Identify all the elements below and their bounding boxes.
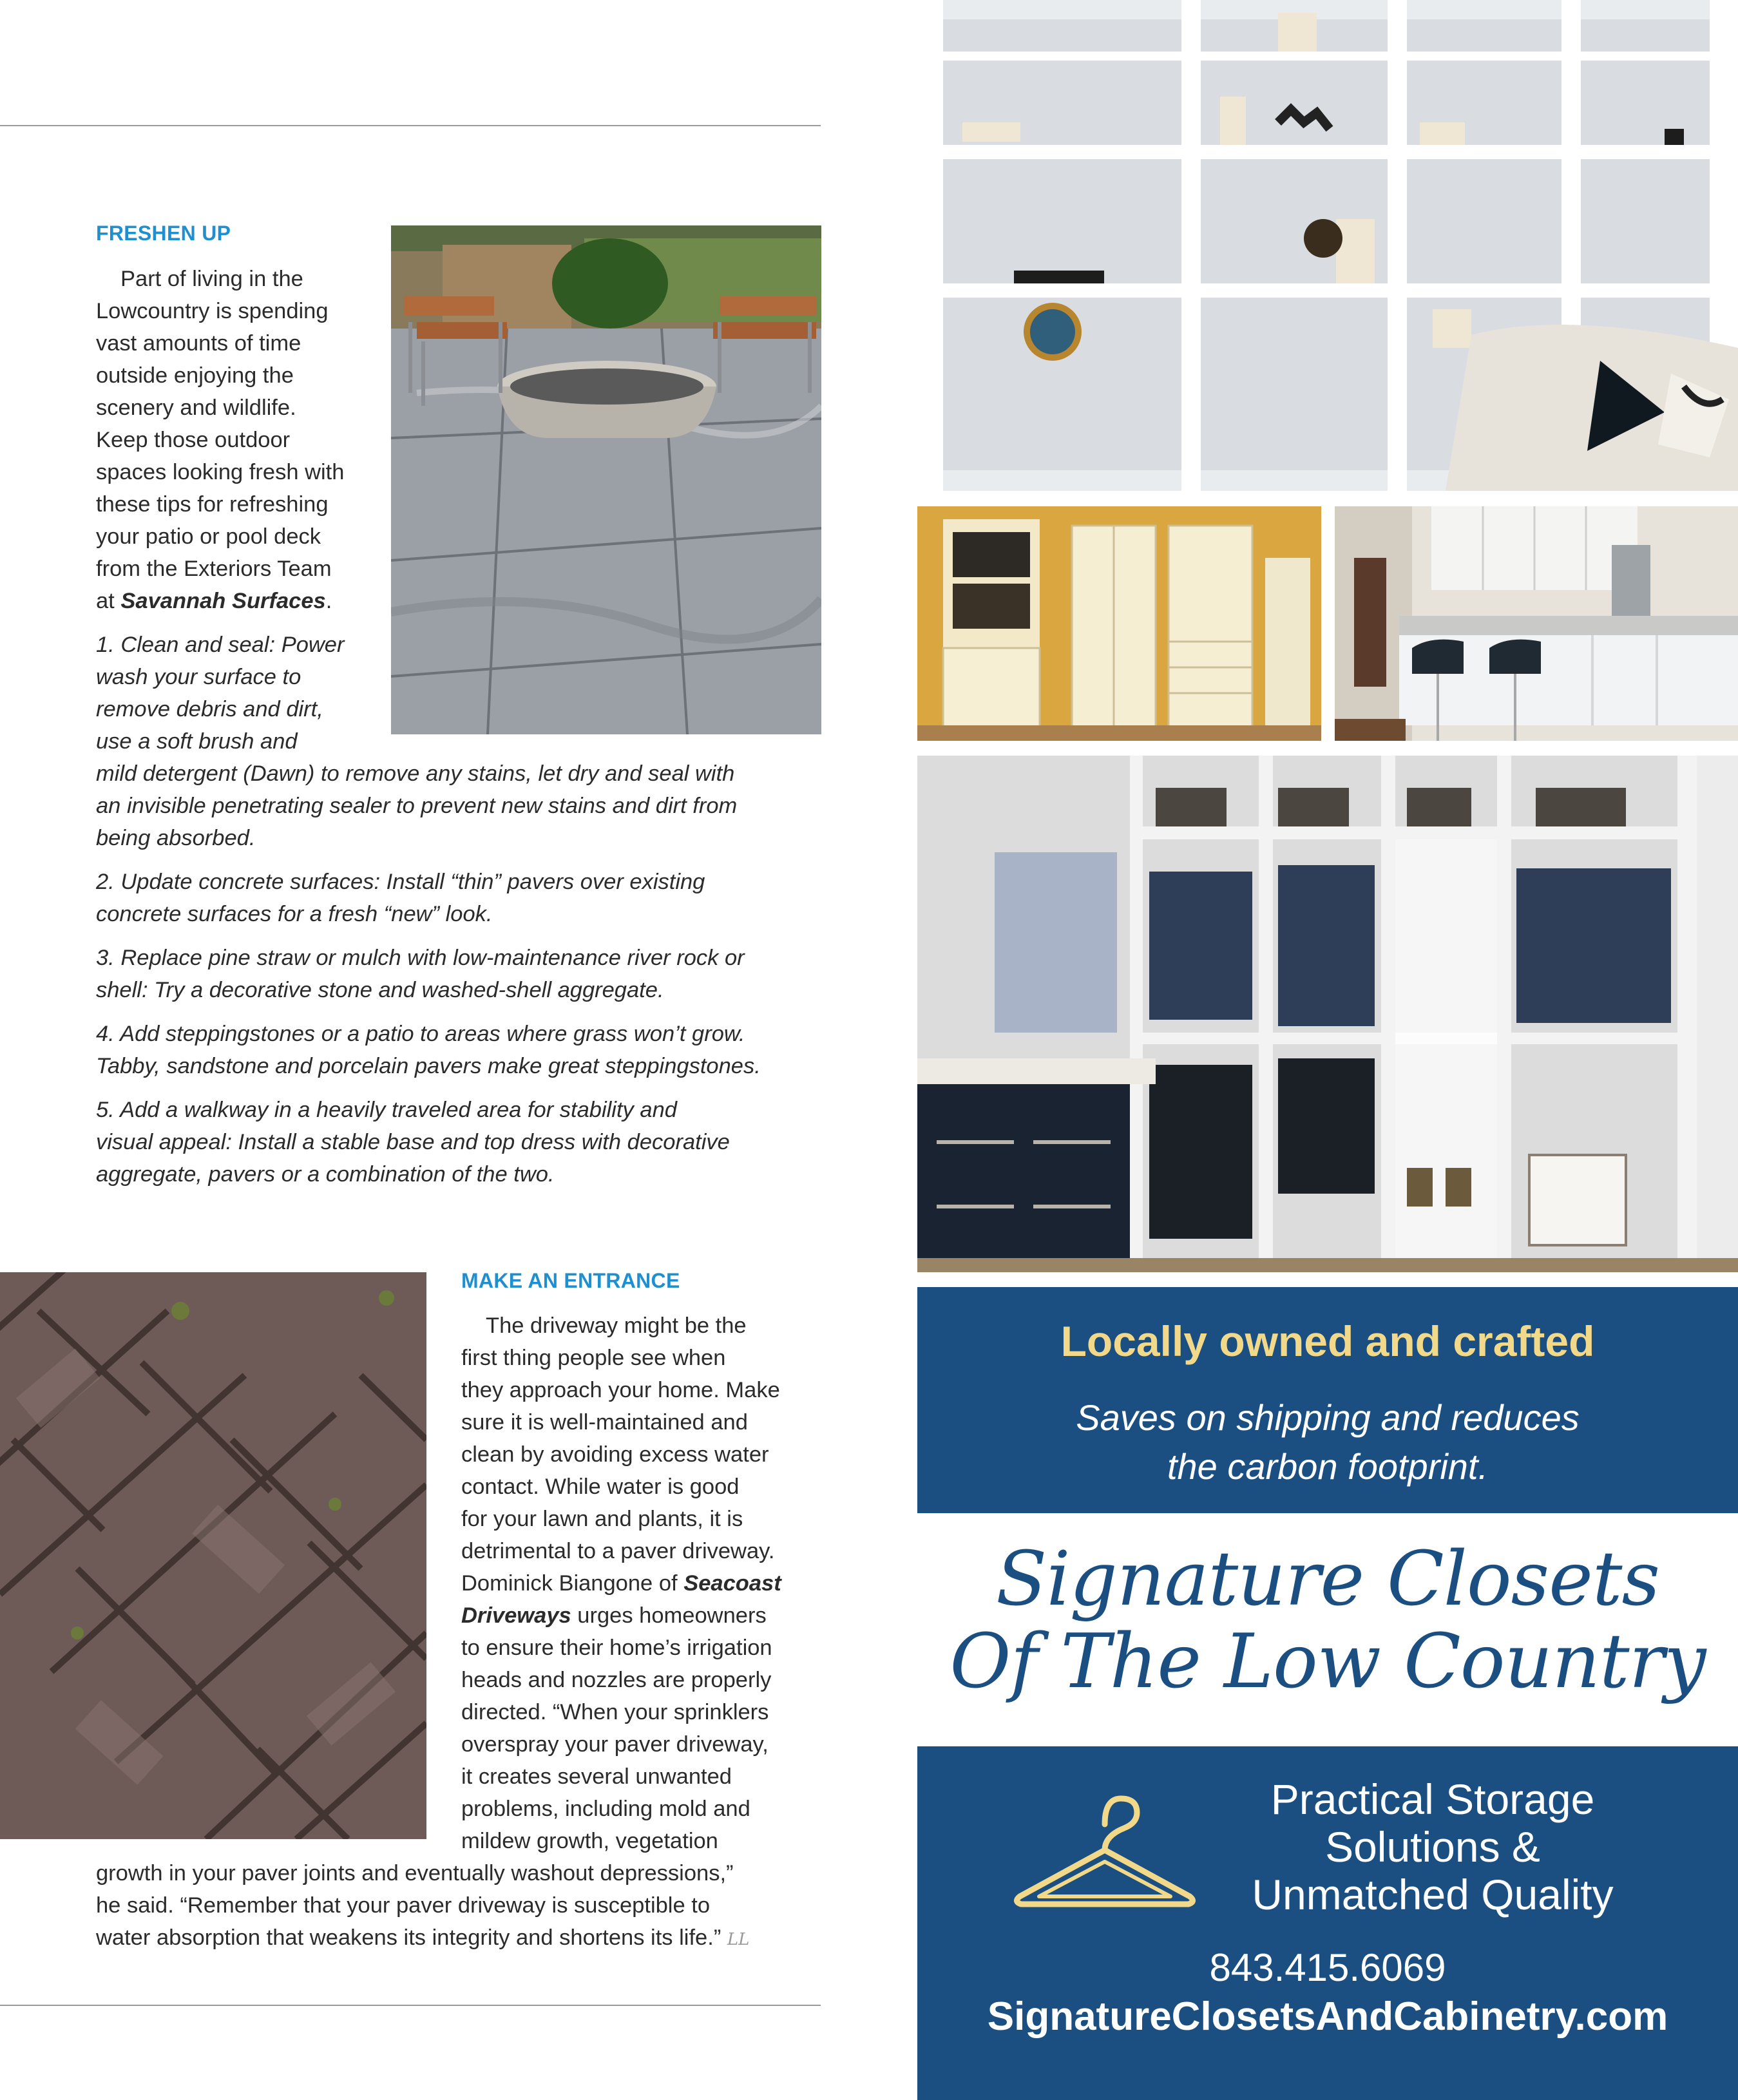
entrance-line: directed. “When your sprinklers (461, 1700, 769, 1724)
tip-line: 2. Update concrete surfaces: Install “thin” pavers over existing (96, 870, 705, 894)
intro-line: your patio or pool deck (96, 524, 321, 549)
bookshelf-photo (917, 0, 1738, 491)
brand-line-2: Of The Low Country (950, 1618, 1706, 1705)
company-seacoast: Seacoast (683, 1571, 781, 1596)
entrance-heading: MAKE AN ENTRANCE (461, 1269, 680, 1292)
brick-driveway-photo (0, 1272, 426, 1839)
entrance-line: they approach your home. Make (461, 1378, 780, 1402)
yellow-cabinet-photo (917, 506, 1321, 741)
entrance-line: mildew growth, vegetation (461, 1829, 718, 1853)
entrance-line: sure it is well-maintained and (461, 1410, 748, 1435)
freshen-heading: FRESHEN UP (96, 222, 231, 245)
intro-at: at (96, 589, 115, 613)
entrance-line: Dominick Biangone of (461, 1571, 678, 1596)
intro-line: outside enjoying the (96, 363, 294, 388)
entrance-line: water absorption that weakens its integrity and shortens its life.” (96, 1925, 721, 1950)
hanger-icon (1008, 1786, 1201, 1914)
ad-subline (917, 1393, 1738, 1491)
tip-line: aggregate, pavers or a combination of the two. (96, 1162, 555, 1187)
intro-line: Lowcountry is spending (96, 299, 329, 323)
entrance-line: he said. “Remember that your paver driveway is susceptible to (96, 1893, 711, 1918)
entrance-col (461, 1310, 822, 1857)
ad-headline: Locally owned and crafted (1060, 1317, 1595, 1365)
tagline-2: Solutions & (1325, 1823, 1540, 1871)
tip-line: being absorbed. (96, 826, 256, 850)
tip-line: remove debris and dirt, (96, 697, 323, 721)
tip-line: mild detergent (Dawn) to remove any stains, let dry and seal with (96, 761, 735, 786)
ad-subline-1: Saves on shipping and reduces (1076, 1397, 1580, 1438)
intro-line: Part of living in the (120, 267, 303, 291)
bottom-rule (0, 2005, 821, 2006)
tip-line: 3. Replace pine straw or mulch with low-maintenance river rock or (96, 946, 745, 970)
tip-line: 4. Add steppingstones or a patio to areas where grass won’t grow. (96, 1022, 745, 1046)
ad-website[interactable]: SignatureClosetsAndCabinetry.com (987, 1994, 1668, 2039)
intro-line: vast amounts of time (96, 331, 301, 356)
intro-line: Keep those outdoor (96, 428, 291, 452)
entrance-full (96, 1857, 824, 1956)
entrance-line: overspray your paver driveway, (461, 1732, 769, 1757)
entrance-line: growth in your paver joints and eventually washout depressions,” (96, 1861, 734, 1885)
entrance-line: heads and nozzles are properly (461, 1668, 772, 1692)
tip-line: visual appeal: Install a stable base and top dress with decorative (96, 1130, 730, 1154)
entrance-line: contact. While water is good (461, 1475, 740, 1499)
entrance-line: urges homeowners (577, 1603, 767, 1628)
tip-line: concrete surfaces for a fresh “new” look. (96, 902, 493, 926)
ad-tagline (1201, 1775, 1665, 1918)
company-driveways: Driveways (461, 1603, 571, 1628)
tip-line: Tabby, sandstone and porcelain pavers make great steppingstones. (96, 1054, 761, 1078)
tip-line: use a soft brush and (96, 729, 298, 754)
ad-phone[interactable]: 843.415.6069 (1209, 1946, 1446, 1989)
entrance-line: to ensure their home’s irrigation (461, 1636, 772, 1660)
freshen-intro (96, 263, 373, 629)
tagline-1: Practical Storage (1270, 1775, 1595, 1823)
intro-end: . (325, 589, 332, 613)
tip-line: an invisible penetrating sealer to prevent new stains and dirt from (96, 794, 738, 818)
intro-line: scenery and wildlife. (96, 396, 296, 420)
ad-subline-2: the carbon footprint. (1167, 1446, 1489, 1487)
kitchen-island-photo (1335, 506, 1738, 741)
tip-line: wash your surface to (96, 665, 301, 689)
brand-name (917, 1538, 1738, 1703)
entrance-line: The driveway might be the (486, 1313, 747, 1338)
tip-line: shell: Try a decorative stone and washed-shell aggregate. (96, 978, 664, 1002)
intro-line: from the Exteriors Team (96, 557, 332, 581)
intro-line: spaces looking fresh with (96, 460, 345, 484)
entrance-line: problems, including mold and (461, 1797, 750, 1821)
walk-in-closet-photo (917, 756, 1738, 1272)
entrance-line: it creates several unwanted (461, 1764, 732, 1789)
tip-line: 5. Add a walkway in a heavily traveled area for stability and (96, 1098, 677, 1122)
company-savannah: Savannah Surfaces (120, 589, 326, 613)
brand-line-1: Signature Closets (995, 1536, 1659, 1623)
entrance-line: detrimental to a paver driveway. (461, 1539, 775, 1563)
tip-line: 1. Clean and seal: Power (96, 633, 345, 657)
intro-line: these tips for refreshing (96, 492, 329, 517)
freshen-tips (96, 629, 824, 1190)
entrance-line: for your lawn and plants, it is (461, 1507, 743, 1531)
top-rule (0, 125, 821, 126)
entrance-line: first thing people see when (461, 1346, 726, 1370)
entrance-line: clean by avoiding excess water (461, 1442, 769, 1467)
signoff-mark: LL (727, 1930, 750, 1949)
tagline-3: Unmatched Quality (1252, 1871, 1614, 1918)
